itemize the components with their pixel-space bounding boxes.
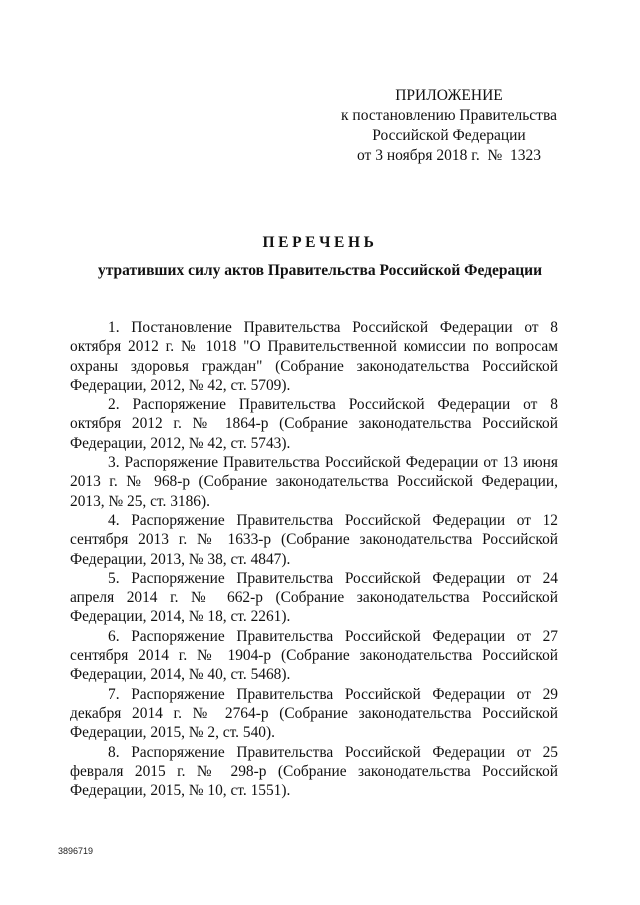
- list-item: 4. Распоряжение Правительства Российской Федерации от 12 сентября 2013 г. № 1633-р (Собрание законодательства Российской Федерации, 2013, № 38, ст. 4847).: [70, 511, 558, 568]
- appendix-label: ПРИЛОЖЕНИЕ: [395, 87, 503, 104]
- document-subtitle: утративших силу актов Правительства Российской Федерации: [98, 262, 542, 279]
- list-item: 1. Постановление Правительства Российской Федерации от 8 октября 2012 г. № 1018 "О Правительственной комиссии по вопросам охраны здоровья граждан" (Собрание законодательства Российской Федерации, 2012, № 42, ст. 5709).: [70, 319, 558, 394]
- appendix-header: [300, 86, 598, 166]
- appendix-government: Российской Федерации: [372, 127, 526, 144]
- list-item: 6. Распоряжение Правительства Российской Федерации от 27 сентября 2014 г. № 1904-р (Собрание законодательства Российской Федерации, 2014, № 40, ст. 5468).: [70, 627, 558, 684]
- list-item: 7. Распоряжение Правительства Российской Федерации от 29 декабря 2014 г. № 2764-р (Собрание законодательства Российской Федерации, 2015, № 2, ст. 540).: [70, 685, 558, 742]
- document-title: ПЕРЕЧЕНЬ: [262, 234, 378, 251]
- appendix-reference: к постановлению Правительства: [341, 107, 557, 124]
- list-item: 5. Распоряжение Правительства Российской Федерации от 24 апреля 2014 г. № 662-р (Собрание законодательства Российской Федерации, 2014, № 18, ст. 2261).: [70, 569, 558, 626]
- acts-list: [70, 318, 558, 800]
- appendix-date-number: от 3 ноября 2018 г. № 1323: [357, 147, 541, 164]
- list-item: 8. Распоряжение Правительства Российской Федерации от 25 февраля 2015 г. № 298-р (Собрание законодательства Российской Федерации, 2015, № 10, ст. 1551).: [70, 743, 558, 800]
- document-code: 3896719: [58, 846, 94, 856]
- list-item: 3. Распоряжение Правительства Российской Федерации от 13 июня 2013 г. № 968-р (Собрание законодательства Российской Федерации, 2013, № 25, ст. 3186).: [70, 454, 558, 510]
- list-item: 2. Распоряжение Правительства Российской Федерации от 8 октября 2012 г. № 1864-р (Собрание законодательства Российской Федерации, 2012, № 42, ст. 5743).: [70, 396, 558, 452]
